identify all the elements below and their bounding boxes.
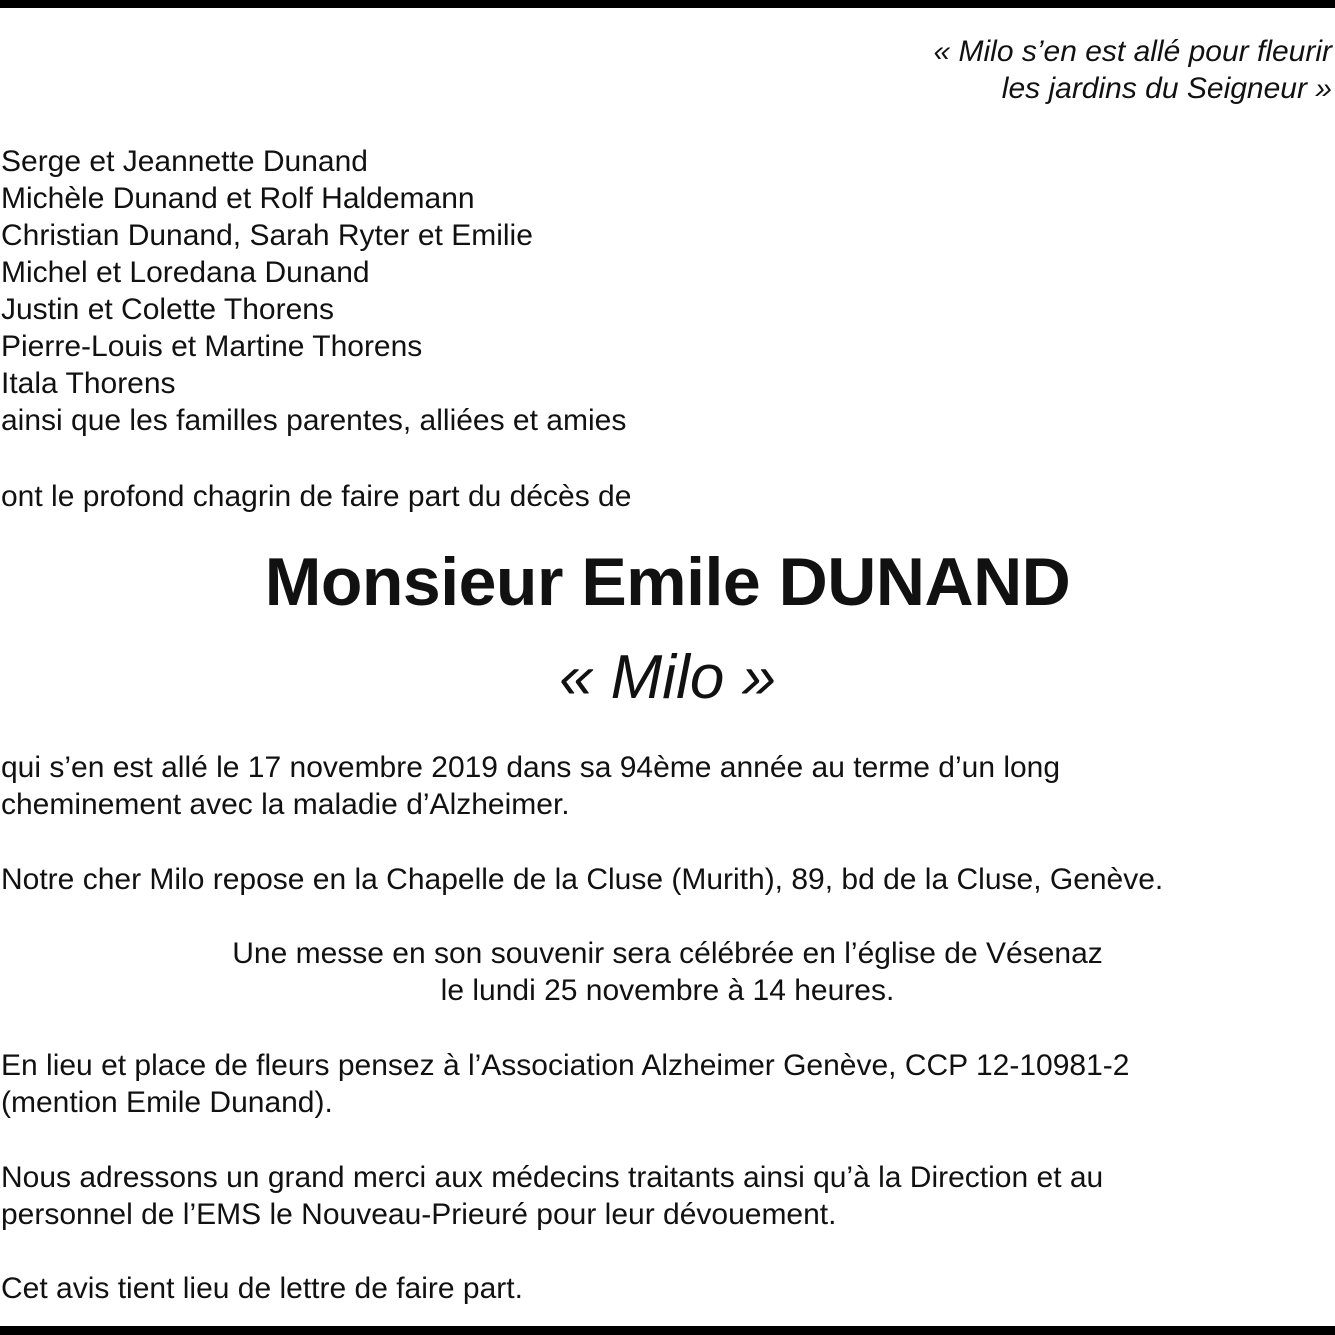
family-member: ainsi que les familles parentes, alliées et amies [1,404,627,437]
closing-text: Cet avis tient lieu de lettre de faire part. [1,1272,523,1305]
mass-line: le lundi 25 novembre à 14 heures. [440,974,895,1007]
deceased-name: Monsieur Emile DUNAND [264,544,1071,620]
death-paragraph [1,749,1060,823]
family-list [1,143,626,439]
top-border-rule [0,0,1335,8]
repose-paragraph: Notre cher Milo repose en la Chapelle de la Cluse (Murith), 89, bd de la Cluse, Genève. [1,863,1164,896]
donation-line: (mention Emile Dunand). [1,1086,333,1119]
announcement-text: ont le profond chagrin de faire part du décès de [1,480,632,513]
family-member: Itala Thorens [1,367,176,400]
family-member: Christian Dunand, Sarah Ryter et Emilie [1,219,533,252]
thanks-line: personnel de l’EMS le Nouveau-Prieuré pour leur dévouement. [1,1198,837,1231]
family-member: Michel et Loredana Dunand [1,256,370,289]
donation-line: En lieu et place de fleurs pensez à l’Association Alzheimer Genève, CCP 12-10981-2 [1,1049,1130,1082]
deceased-nickname: « Milo » [558,643,777,712]
epigraph-line: les jardins du Seigneur » [1001,72,1332,105]
family-member: Pierre-Louis et Martine Thorens [1,330,423,363]
thanks-paragraph [1,1159,1103,1233]
death-line: qui s’en est allé le 17 novembre 2019 dans sa 94ème année au terme d’un long [1,751,1061,784]
mass-paragraph [0,935,1335,1009]
thanks-line: Nous adressons un grand merci aux médecins traitants ainsi qu’à la Direction et au [1,1161,1104,1194]
epigraph-line: « Milo s’en est allé pour fleurir [933,35,1332,68]
bottom-border-rule [0,1326,1335,1335]
death-line: cheminement avec la maladie d’Alzheimer. [1,788,570,821]
family-member: Serge et Jeannette Dunand [1,145,368,178]
epigraph [933,33,1332,107]
family-member: Justin et Colette Thorens [1,293,334,326]
mass-line: Une messe en son souvenir sera célébrée en l’église de Vésenaz [232,937,1103,970]
donation-paragraph [1,1047,1129,1121]
family-member: Michèle Dunand et Rolf Haldemann [1,182,475,215]
